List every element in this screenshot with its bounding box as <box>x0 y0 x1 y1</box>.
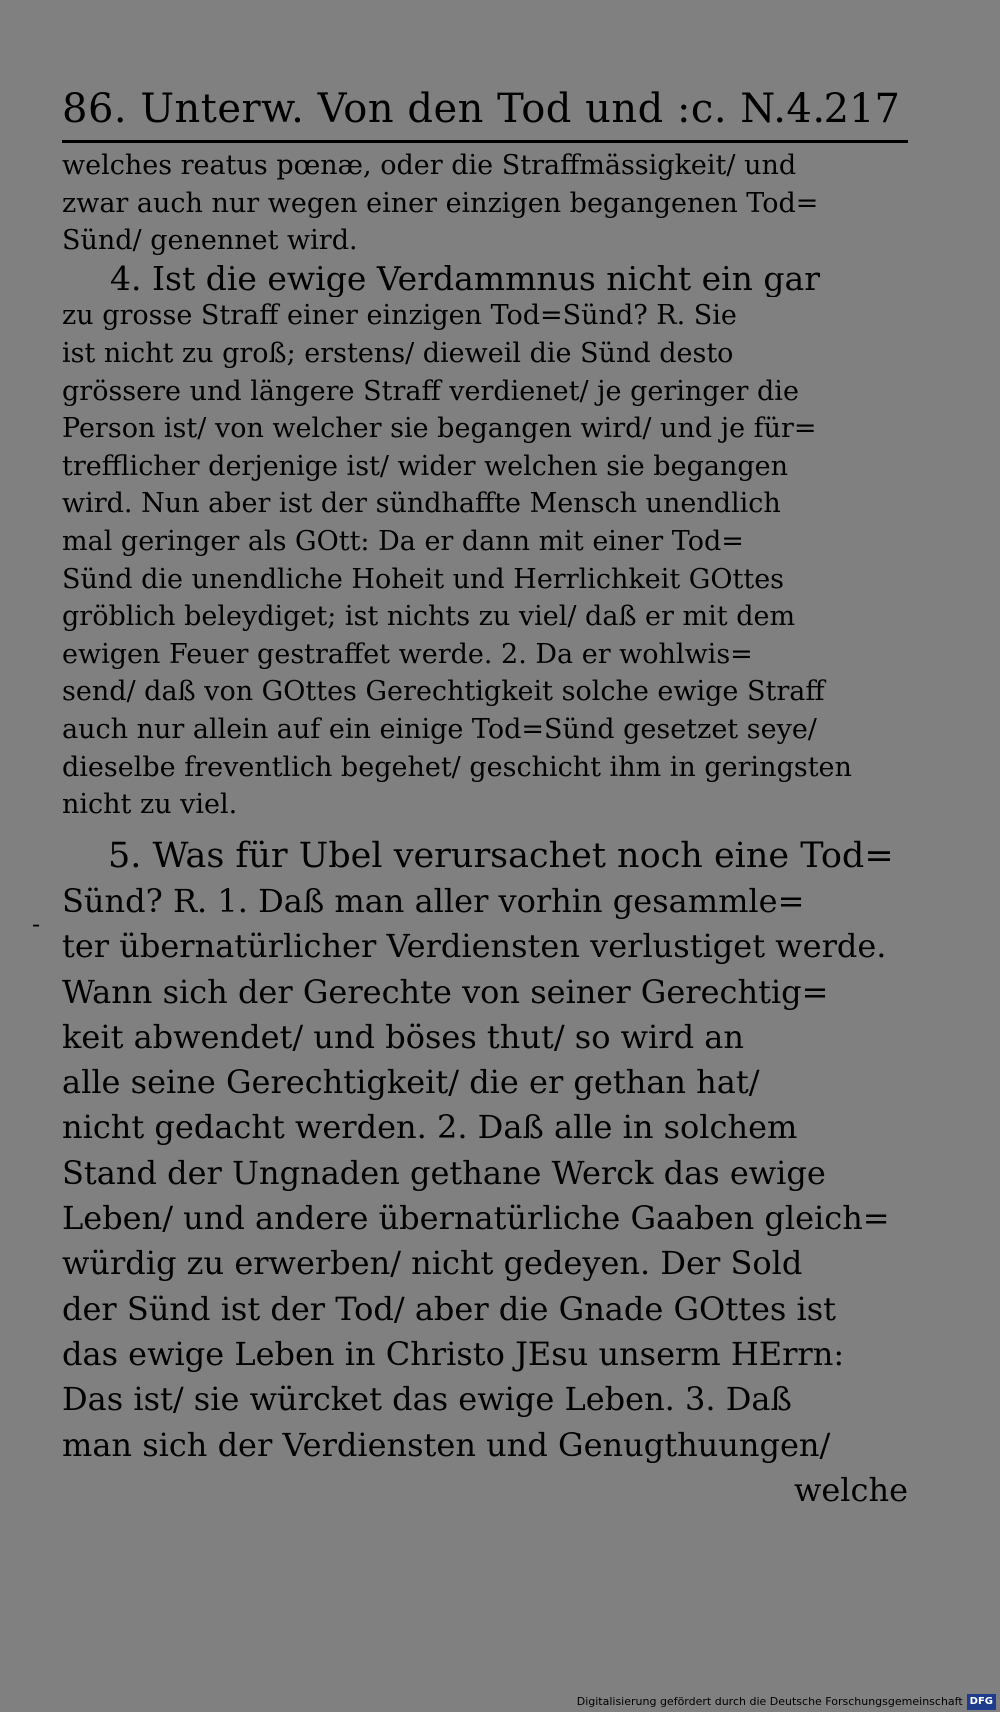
text-line: Sünd? R. 1. Daß man aller vorhin gesammle= <box>62 881 805 920</box>
text-line: zwar auch nur wegen einer einzigen begangenen Tod= <box>62 187 819 219</box>
text-line: würdig zu erwerben/ nicht gedeyen. Der Sold <box>62 1244 803 1283</box>
dfg-logo: DFG <box>967 1694 996 1710</box>
text-line: trefflicher derjenige ist/ wider welchen sie begangen <box>62 450 788 482</box>
paragraph-3-tail <box>62 147 908 260</box>
text-line: send/ daß von GOttes Gerechtigkeit solche ewige Straff <box>62 676 825 708</box>
page-number: 217 <box>823 86 900 132</box>
text-line: 5. Was für Ubel verursachet noch eine Tod= <box>108 835 894 876</box>
text-line: auch nur allein auf ein einige Tod=Sünd gesetzet seye/ <box>62 713 817 745</box>
text-line: keit abwendet/ und böses thut/ so wird an <box>62 1017 744 1056</box>
text-line: ewigen Feuer gestraffet werde. 2. Da er wohlwis= <box>62 638 753 670</box>
text-line: der Sünd ist der Tod/ aber die Gnade GOttes ist <box>62 1289 837 1328</box>
margin-mark: - <box>32 910 41 938</box>
text-line: Das ist/ sie würcket das ewige Leben. 3. Daß <box>62 1380 792 1419</box>
text-line: nicht gedacht werden. 2. Daß alle in solchem <box>62 1108 798 1147</box>
book-page <box>62 78 908 1578</box>
text-line: wird. Nun aber ist der sündhaffte Mensch unendlich <box>62 488 781 520</box>
catchword: welche <box>793 1470 908 1509</box>
text-line: das ewige Leben in Christo JEsu unserm HErrn: <box>62 1334 845 1373</box>
text-line: zu grosse Straff einer einzigen Tod=Sünd? R. Sie <box>62 300 737 332</box>
text-line: 4. Ist die ewige Verdammnus nicht ein gar <box>110 259 820 298</box>
page-header <box>62 78 908 143</box>
running-title: 86. Unterw. Von den Tod und :c. N.4. <box>62 86 826 132</box>
page-body <box>62 147 908 1513</box>
text-line: Sünd/ genennet wird. <box>62 225 358 257</box>
footer-credit: Digitalisierung gefördert durch die Deutsche Forschungsgemeinschaft <box>576 1695 963 1708</box>
text-line: ist nicht zu groß; erstens/ dieweil die Sünd desto <box>62 337 734 369</box>
text-line: Sünd die unendliche Hoheit und Herrlichkeit GOttes <box>62 563 785 595</box>
text-line: alle seine Gerechtigkeit/ die er gethan hat/ <box>62 1063 760 1102</box>
text-line: gröblich beleydiget; ist nichts zu viel/ daß er mit dem <box>62 601 796 633</box>
text-line: dieselbe freventlich begehet/ geschicht ihm in geringsten <box>62 751 852 783</box>
text-line: Wann sich der Gerechte von seiner Gerechtig= <box>62 972 829 1011</box>
digitization-footer <box>577 1694 996 1710</box>
text-line: ter übernatürlicher Verdiensten verlustiget werde. <box>62 927 887 966</box>
text-line: man sich der Verdiensten und Genugthuungen/ <box>62 1425 831 1464</box>
text-line: Person ist/ von welcher sie begangen wird/ und je für= <box>62 413 817 445</box>
paragraph-4 <box>62 260 908 824</box>
text-line: mal geringer als GOtt: Da er dann mit einer Tod= <box>62 525 744 557</box>
text-line: nicht zu viel. <box>62 789 238 821</box>
text-line: grössere und längere Straff verdienet/ je geringer die <box>62 375 799 407</box>
paragraph-5 <box>62 834 908 1513</box>
text-line: welches reatus pœnæ, oder die Straffmässigkeit/ und <box>62 150 797 181</box>
text-line: Leben/ und andere übernatürliche Gaaben gleich= <box>62 1199 890 1238</box>
text-line: Stand der Ungnaden gethane Werck das ewige <box>62 1153 826 1192</box>
